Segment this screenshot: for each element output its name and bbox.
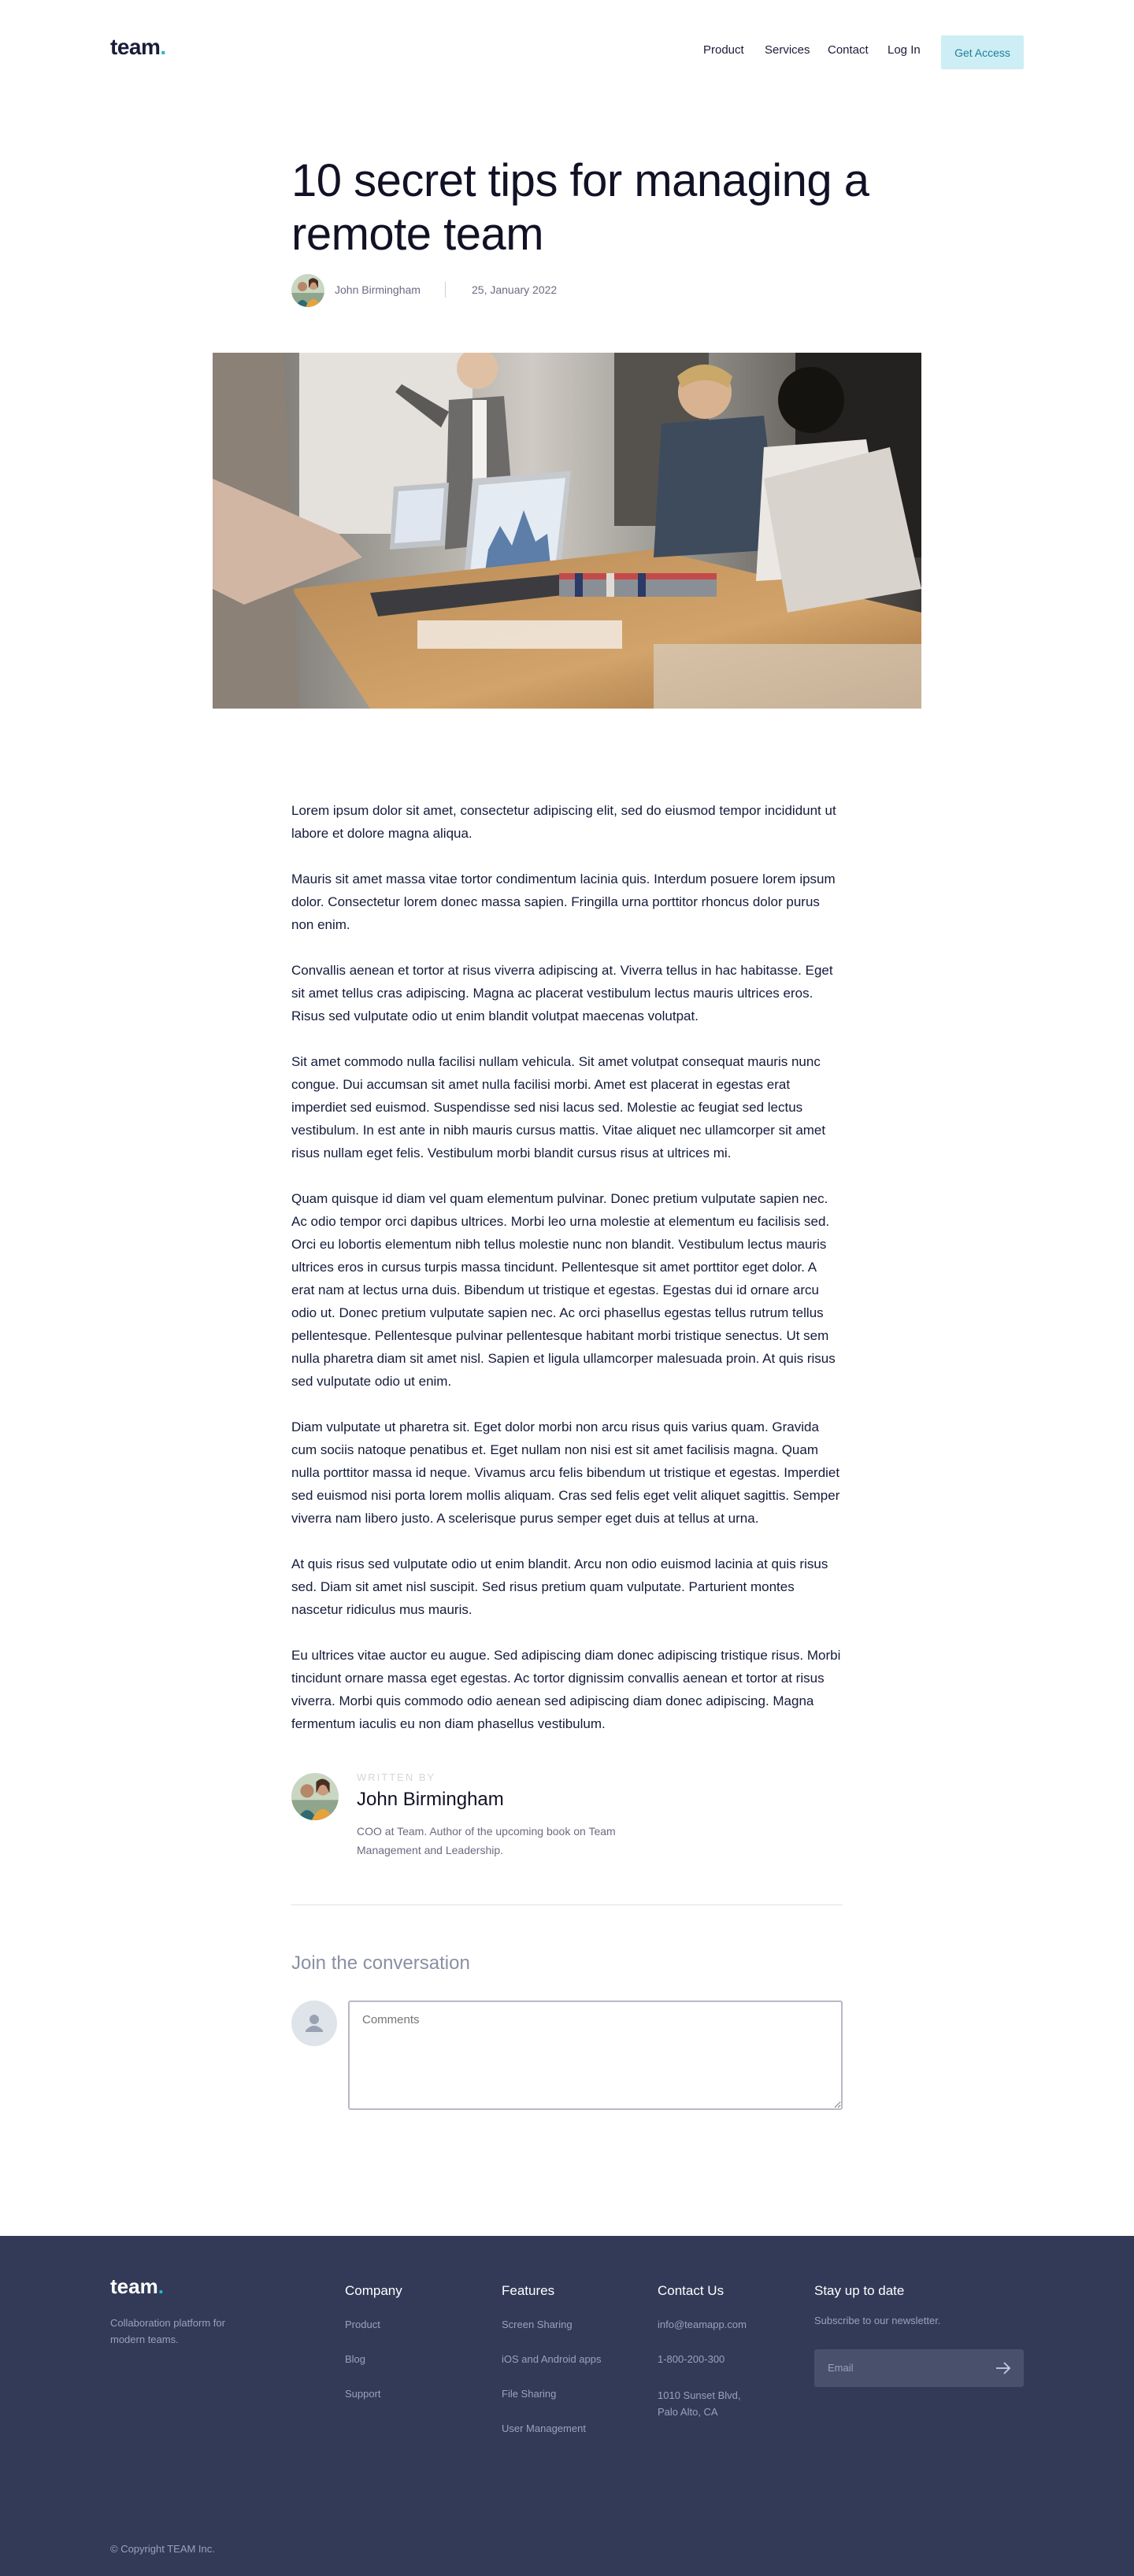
article-paragraph: Diam vulputate ut pharetra sit. Eget dolor morbi non arcu risus quis varius quam. Gravida cum sociis natoque penatibus et. Eget nullam non nisi est sit amet facilisis magna. Quam nulla porttitor massa id neque. Vivamus arcu felis bibendum ut tristique et egestas. Imperdiet sed euismod nisi porta lorem mollis aliquam. Cras sed felis eget velit aliquet sagittis. Semper viverra nam libero justo. A scelerisque purus semper eget duis at tellus at urna.: [291, 1419, 840, 1526]
footer-link-product[interactable]: Product: [345, 2319, 380, 2330]
commenter-avatar: [291, 2000, 337, 2046]
nav-login[interactable]: Log In: [888, 43, 921, 57]
copyright: © Copyright TEAM Inc.: [110, 2543, 215, 2555]
nav-services[interactable]: Services: [765, 43, 810, 57]
comment-input[interactable]: [348, 2000, 843, 2110]
footer-link-blog[interactable]: Blog: [345, 2353, 366, 2365]
article-body: [291, 799, 843, 1758]
nav-contact[interactable]: Contact: [828, 43, 869, 57]
arrow-right-icon[interactable]: [994, 2359, 1013, 2378]
site-footer: [0, 2236, 1134, 2576]
footer-tagline: Collaboration platform for modern teams.: [110, 2317, 225, 2345]
footer-features-column: [502, 2283, 601, 2456]
user-icon: [291, 2000, 337, 2046]
author-box-name: John Birmingham: [357, 1789, 504, 1810]
author-name[interactable]: John Birmingham: [335, 283, 421, 296]
logo[interactable]: team.: [110, 35, 166, 59]
article-paragraph: Mauris sit amet massa vitae tortor condimentum lacinia quis. Interdum posuere lorem ipsum dolor. Consectetur lorem donec massa sapien. Fringilla urna porttitor rhoncus dolor purus non enim.: [291, 872, 836, 932]
written-by-label: WRITTEN BY: [357, 1771, 436, 1783]
footer-phone-link[interactable]: 1-800-200-300: [658, 2353, 725, 2365]
newsletter-email-placeholder: Email: [828, 2362, 854, 2374]
article-paragraph: Sit amet commodo nulla facilisi nullam vehicula. Sit amet volutpat consequat mauris nunc congue. Dui accumsan sit amet nulla facilisi morbi. Amet est placerat in egestas erat imperdiet sed euismod. Suspendisse sed nisi lacus sed. Molestie ac feugiat sed lectus vestibulum. In est ante in nibh mauris cursus mattis. Vitae aliquet nec ullamcorper sit amet risus nullam eget felis. Vestibulum morbi blandit cursus risus at ultrices mi.: [291, 1054, 826, 1160]
author-avatar: [291, 274, 324, 307]
section-divider: [291, 1904, 843, 1905]
nav-product[interactable]: Product: [703, 43, 744, 57]
article-paragraph: Convallis aenean et tortor at risus viverra adipiscing at. Viverra tellus in hac habitasse. Eget sit amet tellus cras adipiscing. Magna ac placerat vestibulum lectus mauris ultrices eros. Risus sed vulputate odio ut enim blandit volutpat maecenas volutpat.: [291, 963, 833, 1023]
article-paragraph: Eu ultrices vitae auctor eu augue. Sed adipiscing diam donec adipiscing tristique risus. Morbi tincidunt ornare massa eget egestas. Ac tortor dignissim convallis aenean et tortor at risus viverra. Morbi quis commodo odio aenean sed adipiscing diam donec adipiscing. Magna fermentum iaculis eu non diam phasellus vestibulum.: [291, 1648, 841, 1731]
author-box: [291, 1771, 843, 1866]
footer-contact-heading: Contact Us: [658, 2283, 724, 2298]
post-meta: [291, 274, 685, 309]
footer-company-column: [345, 2283, 402, 2422]
newsletter-subtitle: Subscribe to our newsletter.: [814, 2315, 941, 2326]
comments-heading: Join the conversation: [291, 1952, 470, 1974]
footer-link-user-management[interactable]: User Management: [502, 2422, 586, 2434]
post-date: 25, January 2022: [472, 283, 558, 296]
footer-newsletter-column: [814, 2283, 904, 2318]
footer-email-link[interactable]: info@teamapp.com: [658, 2319, 747, 2330]
author-avatar-large: [291, 1773, 339, 1820]
footer-contact-column: [658, 2283, 752, 2420]
meta-divider: [445, 282, 446, 298]
footer-link-support[interactable]: Support: [345, 2388, 381, 2400]
article-paragraph: Quam quisque id diam vel quam elementum pulvinar. Donec pretium vulputate sapien nec. Ac odio tempor orci dapibus ultrices. Morbi leo urna molestie at elementum eu facilisis sed. Orci eu lobortis elementum nibh tellus molestie nunc non blandit. Vestibulum lectus mauris ultrices eros in cursus turpis massa tincidunt. Pellentesque sit amet porttitor eget dolor. A erat nam at lectus urna duis. Bibendum ut tristique et egestas. Egestas dui id ornare arcu odio ut. Donec pretium vulputate sapien nec. Ac orci phasellus egestas tellus rutrum tellus pellentesque. Pellentesque pulvinar pellentesque habitant morbi tristique senectus. Ut sem nulla pharetra diam sit amet nisl. Sapien et ligula ullamcorper malesuada proin. At quis risus sed vulputate odio ut enim.: [291, 1191, 836, 1389]
footer-link-screen-sharing[interactable]: Screen Sharing: [502, 2319, 573, 2330]
footer-company-heading: Company: [345, 2283, 402, 2298]
author-bio: COO at Team. Author of the upcoming book on Team Management and Leadership.: [357, 1825, 616, 1856]
hero-image: [213, 353, 921, 709]
footer-address: 1010 Sunset Blvd, Palo Alto, CA: [658, 2389, 741, 2418]
article-paragraph: At quis risus sed vulputate odio ut enim blandit. Arcu non odio euismod lacinia at quis risus sed. Diam sit amet nisl suscipit. Sed risus pretium quam vulputate. Parturient montes nascetur ridiculus mus mauris.: [291, 1556, 828, 1617]
post-title: 10 secret tips for managing a remote team: [291, 155, 869, 260]
get-access-button[interactable]: Get Access: [941, 35, 1024, 69]
footer-features-heading: Features: [502, 2283, 555, 2298]
article-paragraph: Lorem ipsum dolor sit amet, consectetur adipiscing elit, sed do eiusmod tempor incididunt ut labore et dolore magna aliqua.: [291, 803, 836, 841]
footer-logo[interactable]: team.: [110, 2274, 164, 2298]
footer-link-file-sharing[interactable]: File Sharing: [502, 2388, 557, 2400]
footer-newsletter-heading: Stay up to date: [814, 2283, 905, 2298]
site-header: [0, 0, 1134, 102]
footer-link-mobile-apps[interactable]: iOS and Android apps: [502, 2353, 602, 2365]
